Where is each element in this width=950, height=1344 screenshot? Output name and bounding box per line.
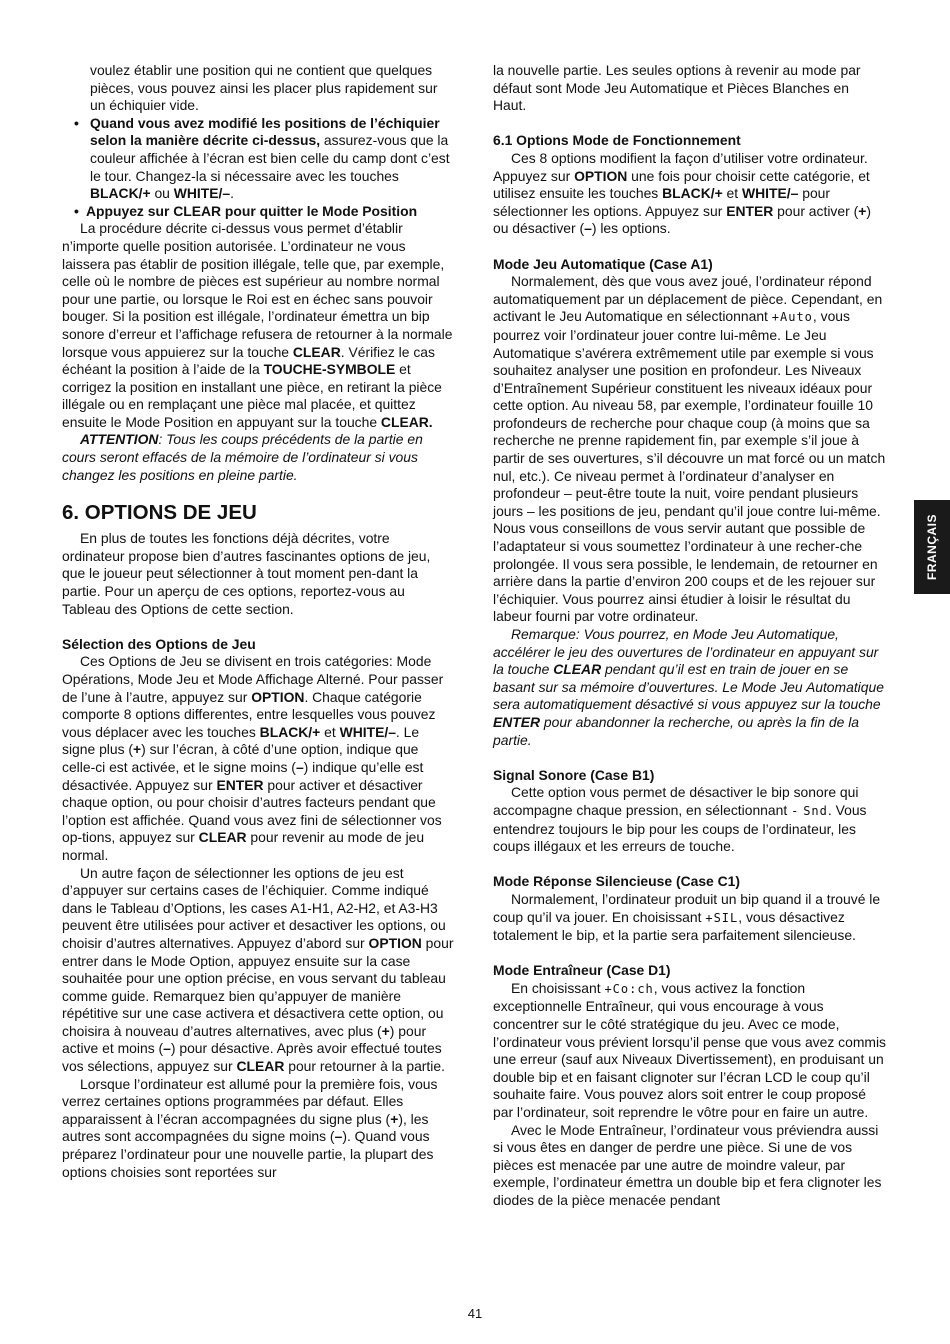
paragraph: Ces 8 options modifient la façon d’utiliser votre ordinateur. Appuyez sur OPTION une fois pour choisir cette catégorie, et utilisez ensuite les touches BLACK/+ et WHITE/– pour sélectionner les options. Appuyez sur ENTER pour activer (+) ou désactiver (–) les options. xyxy=(493,149,871,237)
subsection-heading: Sélection des Options de Jeu xyxy=(62,635,256,652)
page-number: 41 xyxy=(467,1306,483,1321)
lcd-display-text: - xyxy=(791,803,800,818)
paragraph: En plus de toutes les fonctions déjà décrites, votre ordinateur propose bien d’autres fascinantes options de jeu, que le joueur peut sélectionner à tout moment pen-dant la partie. Pour un aperçu de ces options, reportez-vous au Tableau des Options de cette section. xyxy=(62,530,431,617)
subsection-heading: Signal Sonore (Case B1) xyxy=(493,766,655,783)
paragraph: Ces Options de Jeu se divisent en trois catégories: Mode Opérations, Mode Jeu et Mode Affichage Alterné. Pour passer de l’une à l’autre, appuyez sur OPTION. Chaque catégorie comporte 8 options differentes, entre lesquelles vous pouvez vous déplacer avec les touches BLACK/+ et WHITE/–. Le signe plus (+) sur l’écran, à côté d’une option, indique que celle-ci est activée, et le signe moins (–) indique qu’elle est désactivée. Appuyez sur ENTER pour activer et désactiver chaque option, ou pour choisir d’autres facteurs pendant que l’option est affichée. Quand vous avez fini de sélectionner vos op-tions, appuyez sur CLEAR pour revenir au mode de jeu normal. xyxy=(62,653,444,863)
subsection-heading: Mode Jeu Automatique (Case A1) xyxy=(493,255,713,272)
lcd-display-text: +Co:ch xyxy=(604,981,654,996)
language-label: FRANÇAIS xyxy=(925,514,939,580)
paragraph: Normalement, l’ordinateur produit un bip quand il a trouvé le coup qu’il va jouer. En choisissant +SIL, vous désactivez totalement le bip, et la partie sera parfaitement silencieuse. xyxy=(493,890,881,944)
paragraph: la nouvelle partie. Les seules options à revenir au mode par défaut sont Mode Jeu Automatique et Pièces Blanches en Haut. xyxy=(493,62,861,114)
attention-note: ATTENTION: Tous les coups précédents de la partie en cours seront effacés de la mémoire de l’ordinateur si vous changez les positions en pleine partie. xyxy=(62,431,423,483)
right-column xyxy=(493,62,886,1210)
paragraph: Normalement, dès que vous avez joué, l’ordinateur répond automatiquement par un déplacement de pièce. Cependant, en activant le Jeu Automatique en sélectionnant +Auto, vous pourrez voir l’ordinateur jouer contre lui-même. Le Jeu Automatique s’avérera extrêmement utile par exemple si vous souhaitez analyser une position en profondeur. Les Niveaux d’Entraînement Supérieur constituent les niveaux idéaux pour cette option. Au niveau 58, par exemple, l’ordinateur fouille 10 profondeurs de recherche pour chaque coup (à moins que sa recherche ne prenne rapidement fin, par exemple s’il joue à partir de ses ouvertures, s’il découvre un mat forcé ou un match nul, etc.). Ce niveau permet à l’ordinateur d’analyser en profondeur – peut-être toute la nuit, voire pendant plusieurs jours – les positions de jeu, pendant qu’il joue contre lui-même. Nous vous conseillons de vous servir autant que possible de l’adaptateur si vous soumettez l’ordinateur à une recher-che prolongée. Il vous sera possible, le lendemain, de retourner en arrière dans la partie d’environ 200 coups et de les rejouer sur l’échiquier. Vous pourrez ainsi étudier à loisir le résultat du labeur fourni par votre ordinateur. xyxy=(493,273,886,625)
bullet-item: • Appuyez sur CLEAR pour quitter le Mode Position xyxy=(62,203,454,221)
paragraph: Lorsque l’ordinateur est allumé pour la première fois, vous verrez certaines options programmées par défaut. Elles apparaissent à l’écran accompagnées du signe plus (+), les autres sont accompagnées du signe moins (–). Quand vous préparez l’ordinateur pour une nouvelle partie, la plupart des options choisies sont reportées sur xyxy=(62,1075,438,1180)
lcd-display-text: +Auto xyxy=(771,310,813,325)
paragraph: Cette option vous permet de désactiver le bip sonore qui accompagne chaque pression, en sélectionnant - Snd. Vous entendrez toujours le bip pour les coups de l’ordinateur, les coups illégaux et les erreurs de touche. xyxy=(493,784,867,855)
paragraph: voulez établir une position qui ne contient que quelques pièces, vous pouvez ainsi les placer plus rapidement sur un échiquier vide. xyxy=(90,62,438,114)
lcd-display-text: Snd xyxy=(803,803,828,818)
left-column xyxy=(62,62,454,1181)
subsection-heading: Mode Entraîneur (Case D1) xyxy=(493,962,671,979)
paragraph: La procédure décrite ci-dessus vous permet d’établir n’importe quelle position autorisée. L’ordinateur ne vous laissera pas établir de position illégale, telle que, par exemple, celle où le nombre de pièces est supérieur au nombre normal pour une partie, ou lorsque le Roi est en échec sans pouvoir bouger. Si la position est illégale, l’ordinateur émettra un bip sonore d’erreur et l’affichage refusera de retourner à la normale lorsque vous appuierez sur la touche CLEAR. Vérifiez le cas échéant la position à l’aide de la TOUCHE-SYMBOLE et corrigez la position en installant une pièce, en retirant la pièce illégale ou en remplaçant une pièce mal placée, et quittez ensuite le Mode Position en appuyant sur la touche CLEAR. xyxy=(62,220,453,430)
bullet-item: • Quand vous avez modifié les positions de l’échiquier selon la manière décrite ci-dessus, assurez-vous que la couleur affichée à l’écran est bien celle du camp dont c’est le tour. Changez-la si nécessaire avec les touches BLACK/+ ou WHITE/–. xyxy=(62,115,454,203)
section-heading: 6. OPTIONS DE JEU xyxy=(62,501,257,525)
language-side-tab xyxy=(914,500,950,594)
lcd-display-text: +SIL xyxy=(705,910,739,925)
paragraph: Avec le Mode Entraîneur, l’ordinateur vous préviendra aussi si vous êtes en danger de perdre une pièce. Si une de vos pièces est menacée par une autre de moindre valeur, par exemple, l’ordinateur émettra un double bip et fera clignoter les diodes de la pièce menacée pendant xyxy=(493,1121,882,1208)
subsection-heading: Mode Réponse Silencieuse (Case C1) xyxy=(493,873,741,890)
subsection-heading: 6.1 Options Mode de Fonctionnement xyxy=(493,132,741,149)
paragraph: Un autre façon de sélectionner les options de jeu est d’appuyer sur certains cases de l’échiquier. Comme indiqué dans le Tableau d’Options, les cases A1-H1, A2-H2, et A3-H3 peuvent être utilisées pour activer et desactiver les options, ou choisir d’autres alternatives. Appuyez d’abord sur OPTION pour entrer dans le Mode Option, appuyez ensuite sur la case souhaitée pour une option précise, en vous servant du tableau comme guide. Remarquez bien qu’appuyer de manière répétitive sur une case activera et désactivera cette option, ou choisira à nouveau d’autres alternatives, avec plus (+) pour active et moins (–) pour désactive. Après avoir effectué toutes vos sélections, appuyez sur CLEAR pour retourner à la partie. xyxy=(62,864,454,1075)
remark-note: Remarque: Vous pourrez, en Mode Jeu Automatique, accélérer le jeu des ouvertures de l’ordinateur en appuyant sur la touche CLEAR pendant qu’il est en train de jouer en se basant sur sa mémoire d’ouvertures. Le Mode Jeu Automatique sera automatiquement désactivé si vous appuyez sur la touche ENTER pour abandonner la recherche, ou après la fin de la partie. xyxy=(493,626,884,748)
paragraph: En choisissant +Co:ch, vous activez la fonction exceptionnelle Entraîneur, qui vous encourage à vous concentrer sur le côté stratégique du jeu. Avec ce mode, l’ordinateur vous prévient lorsqu’il pense que vous avez commis une erreur (sauf aux Niveaux Divertissement), en produisant un double bip et en faisant clignoter sur l’écran LCD le coup qu’il souhaite faire. Vous pouvez alors soit entrer le coup proposé par l’ordinateur, soit reprendre le vôtre pour en faire un autre. xyxy=(493,979,886,1121)
